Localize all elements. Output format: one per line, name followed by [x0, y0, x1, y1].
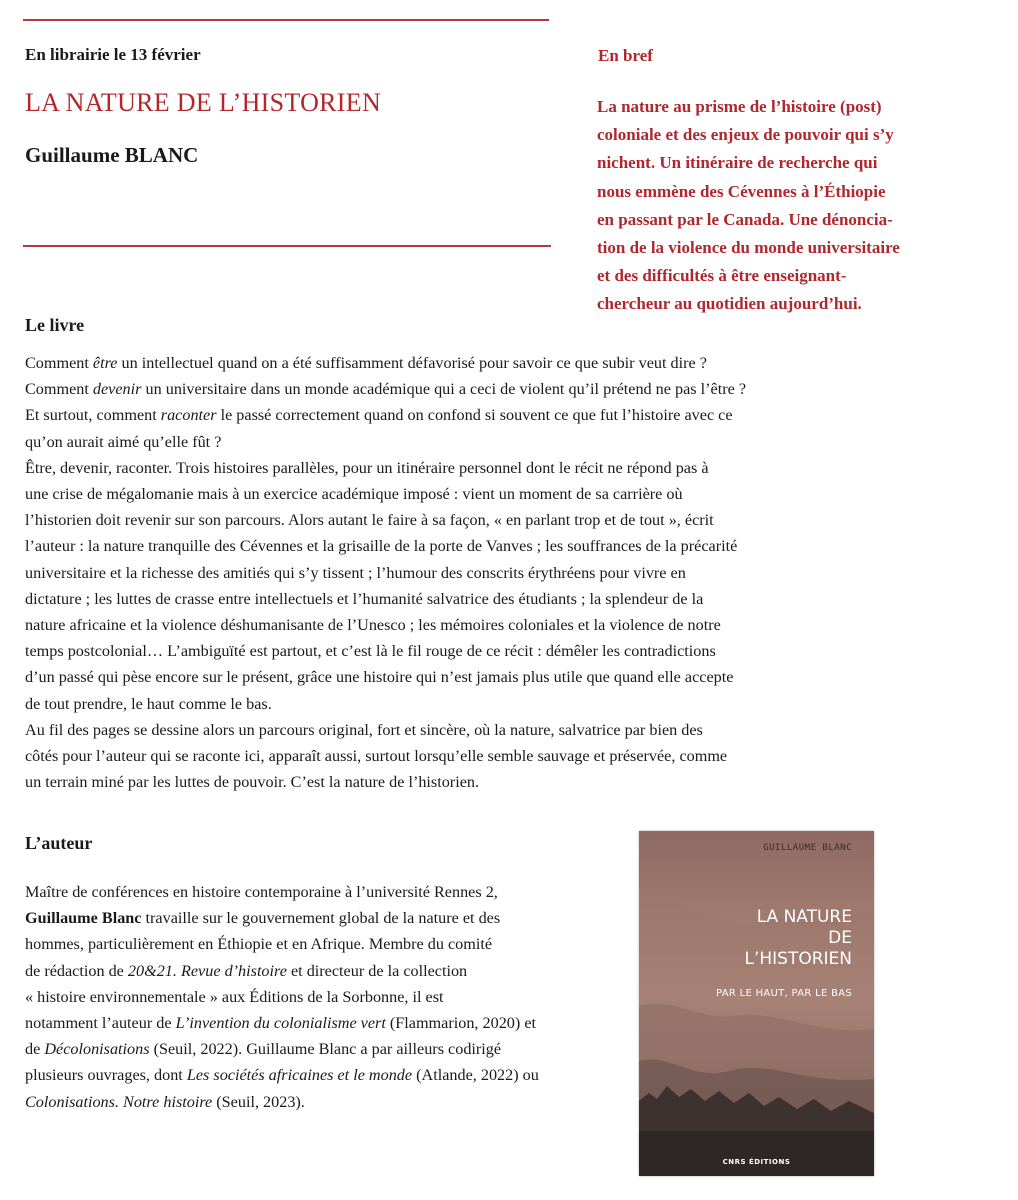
- text-line: Colonisations. Notre histoire (Seuil, 2023).: [25, 1092, 305, 1111]
- text-line: Et surtout, comment raconter le passé correctement quand on confond si souvent ce que fut l’histoire avec ce: [25, 406, 733, 425]
- brief-line: La nature au prisme de l’histoire (post): [597, 97, 882, 116]
- brief-summary: [597, 93, 957, 319]
- text-line: Être, devenir, raconter. Trois histoires parallèles, pour un itinéraire personnel dont le récit ne répond pas à: [25, 458, 709, 477]
- text-line: Comment devenir un universitaire dans un monde académique qui a ceci de violent qu’il prétend ne pas l’être ?: [25, 380, 747, 399]
- text-line: une crise de mégalomanie mais à un exercice académique imposé : vient un moment de sa carrière où: [25, 485, 683, 504]
- brief-line: chercheur au quotidien aujourd’hui.: [597, 294, 862, 314]
- text-line: hommes, particulièrement en Éthiopie et en Afrique. Membre du comité: [25, 935, 493, 954]
- text-line: de tout prendre, le haut comme le bas.: [25, 694, 272, 713]
- brief-line: tion de la violence du monde universitaire: [597, 238, 900, 258]
- text-line: notamment l’auteur de L’invention du colonialisme vert (Flammarion, 2020) et: [25, 1014, 536, 1033]
- text-line: de Décolonisations (Seuil, 2022). Guillaume Blanc a par ailleurs codirigé: [25, 1040, 502, 1059]
- text-line: un terrain miné par les luttes de pouvoir. C’est la nature de l’historien.: [25, 773, 480, 792]
- text-line: l’historien doit revenir sur son parcours. Alors autant le faire à sa façon, « en parlant trop et de tout », écrit: [25, 511, 714, 530]
- text-line: côtés pour l’auteur qui se raconte ici, apparaît aussi, surtout lorsqu’elle semble sauvage et préservée, comme: [25, 747, 728, 766]
- livre-heading: Le livre: [25, 315, 85, 335]
- cover-author: GUILLAUME BLANC: [763, 843, 852, 853]
- release-date: En librairie le 13 février: [25, 45, 201, 64]
- book-cover: [639, 831, 874, 1176]
- text-line: d’un passé qui pèse encore sur le présent, grâce une histoire qui n’est jamais plus utile que quand elle accepte: [25, 668, 734, 687]
- brief-line: en passant par le Canada. Une dénoncia-: [597, 209, 893, 229]
- book-title: LA NATURE DE L’HISTORIEN: [25, 88, 382, 117]
- text-line: universitaire et la richesse des amitiés qui s’y tissent ; l’humour des conscrits érythréens pour vivre en: [25, 563, 686, 582]
- text-line: dictature ; les luttes de crasse entre intellectuels et l’humanité salvatrice des étudiants ; la splendeur de la: [25, 589, 704, 608]
- text-line: Maître de conférences en histoire contemporaine à l’université Rennes 2,: [25, 883, 498, 901]
- text-line: temps postcolonial… L’ambiguïté est partout, et c’est là le fil rouge de ce récit : démêler les contradictions: [25, 642, 716, 661]
- header-bottom-rule: [23, 245, 551, 247]
- brief-line: coloniale et des enjeux de pouvoir qui s’y: [597, 125, 894, 145]
- publisher-logo: CNRS ÉDITIONS: [722, 1158, 791, 1166]
- text-line: qu’on aurait aimé qu’elle fût ?: [25, 432, 222, 451]
- text-line: de rédaction de 20&21. Revue d’histoire et directeur de la collection: [25, 961, 468, 980]
- brief-line: nous emmène des Cévennes à l’Éthiopie: [597, 181, 886, 201]
- text-line: nature africaine et la violence déshumanisante de l’Unesco ; les mémoires coloniales et la violence de notre: [25, 616, 721, 635]
- text-line: Comment être un intellectuel quand on a été suffisamment défavorisé pour savoir ce que subir veut dire ?: [25, 354, 707, 372]
- text-line: Au fil des pages se dessine alors un parcours original, fort et sincère, où la nature, salvatrice par bien des: [25, 720, 703, 739]
- text-line: l’auteur : la nature tranquille des Cévennes et la grisaille de la porte de Vanves ; les souffrances de la précarité: [25, 537, 738, 556]
- text-line: « histoire environnementale » aux Éditions de la Sorbonne, il est: [25, 987, 444, 1006]
- brief-line: et des difficultés à être enseignant-: [597, 266, 847, 286]
- auteur-body: [25, 879, 615, 1115]
- cover-subtitle: PAR LE HAUT, PAR LE BAS: [716, 988, 852, 999]
- brief-label: En bref: [598, 46, 653, 65]
- cover-title: LA NATURE DE L’HISTORIEN: [744, 907, 852, 969]
- landscape-illustration: [639, 831, 874, 1176]
- text-line: plusieurs ouvrages, dont Les sociétés africaines et le monde (Atlande, 2022) ou: [25, 1066, 539, 1085]
- auteur-heading: L’auteur: [25, 833, 93, 853]
- book-author: Guillaume BLANC: [25, 143, 199, 167]
- brief-line: nichent. Un itinéraire de recherche qui: [597, 153, 878, 173]
- livre-body: [25, 350, 905, 795]
- text-line: Guillaume Blanc travaille sur le gouvernement global de la nature et des: [25, 909, 501, 928]
- top-rule: [23, 19, 549, 21]
